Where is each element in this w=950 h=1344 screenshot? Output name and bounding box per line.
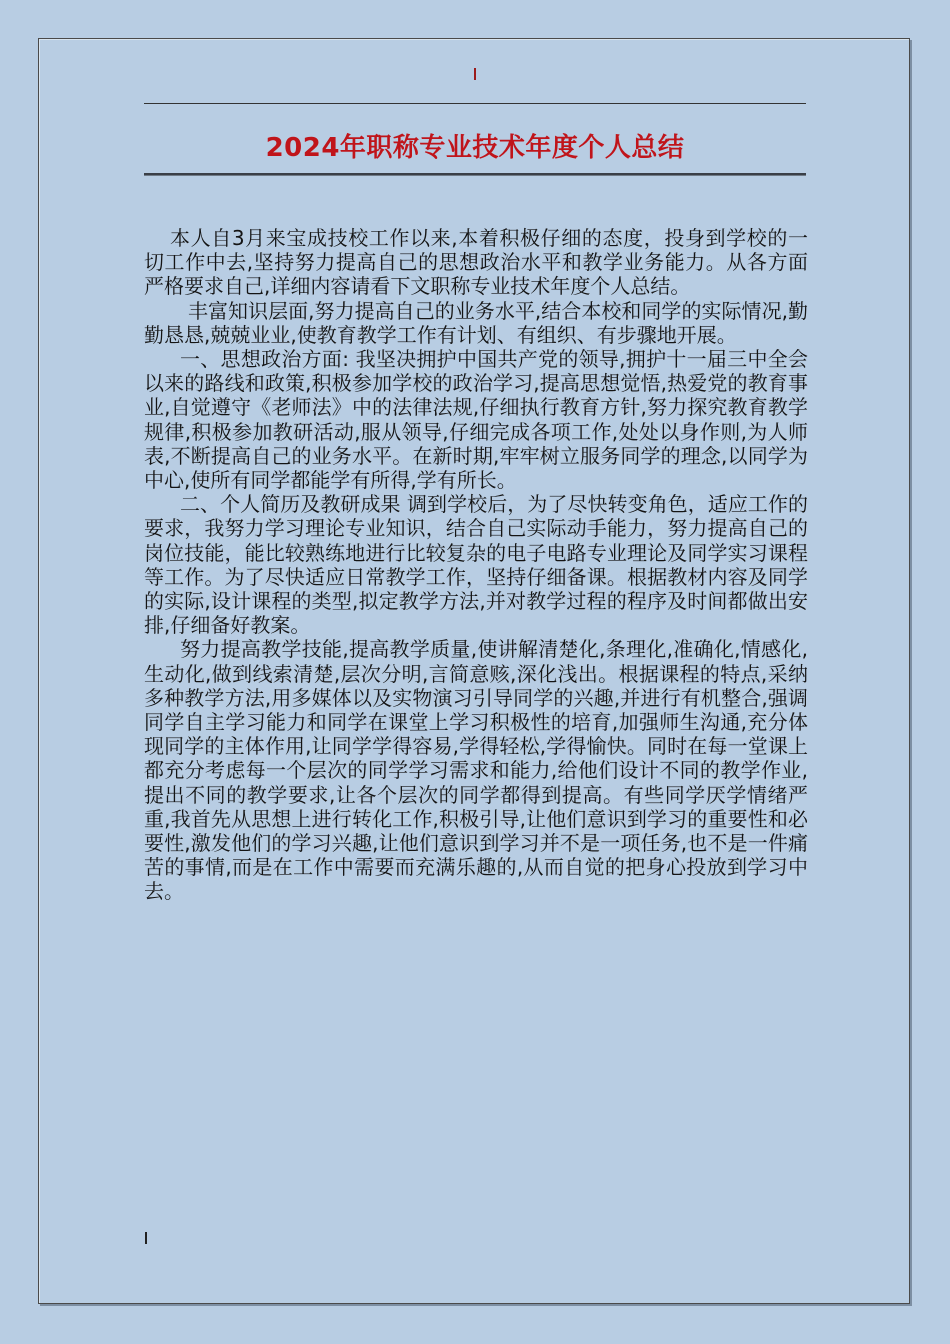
document-body [144,226,808,904]
header-top-rule [144,103,806,104]
document-title: 2024年职称专业技术年度个人总结 [265,133,685,163]
paragraph-resume: 二、个人简历及教研成果 调到学校后，为了尽快转变角色，适应工作的要求，我努力学习理论专业知识，结合自己实际动手能力，努力提高自己的岗位技能，能比较熟练地进行比较复杂的电子电路专业理论及同学实习课程等工作。为了尽快适应日常教学工作，坚持仔细备课。根据教材内容及同学的实际,设计课程的类型,拟定教学方法,并对教学过程的程序及时间都做出安排,仔细备好教案。 [144,492,808,638]
paragraph-knowledge: 丰富知识层面,努力提高自己的业务水平,结合本校和同学的实际情况,勤勤恳恳,兢兢业业,使教育教学工作有计划、有组织、有步骤地开展。 [144,298,808,347]
header-marker [474,68,476,80]
paragraph-intro: 本人自3月来宝成技校工作以来,本着积极仔细的态度，投身到学校的一切工作中去,坚持努力提高自己的思想政治水平和教学业务能力。从各方面严格要求自己,详细内容请看下文职称专业技术年度个人总结。 [144,226,808,299]
paragraph-teaching-skills: 努力提高教学技能,提高教学质量,使讲解清楚化,条理化,准确化,情感化,生动化,做到线索清楚,层次分明,言简意赅,深化浅出。根据课程的特点,采纳多种教学方法,用多媒体以及实物演习引导同学的兴趣,并进行有机整合,强调同学自主学习能力和同学在课堂上学习积极性的培育,加强师生沟通,充分体现同学的主体作用,让同学学得容易,学得轻松,学得愉快。同时在每一堂课上都充分考虑每一个层次的同学学习需求和能力,给他们设计不同的教学作业,提出不同的教学要求,让各个层次的同学都得到提高。有些同学厌学情绪严重,我首先从思想上进行转化工作,积极引导,让他们意识到学习的重要性和必要性,激发他们的学习兴趣,让他们意识到学习并不是一项任务,也不是一件痛苦的事情,而是在工作中需要而充满乐趣的,从而自觉的把身心投放到学习中去。 [144,637,808,904]
header-bottom-rule [144,173,806,175]
paragraph-political: 一、思想政治方面: 我坚决拥护中国共产党的领导,拥护十一届三中全会以来的路线和政策,积极参加学校的政治学习,提高思想觉悟,热爱党的教育事业,自觉遵守《老师法》中的法律法规,仔细执行教育方针,努力探究教育教学规律,积极参加教研活动,服从领导,仔细完成各项工作,处处以身作则,为人师表,不断提高自己的业务水平。在新时期,牢牢树立服务同学的理念,以同学为中心,使所有同学都能学有所得,学有所长。 [144,347,808,493]
footer-marker [145,1232,147,1244]
